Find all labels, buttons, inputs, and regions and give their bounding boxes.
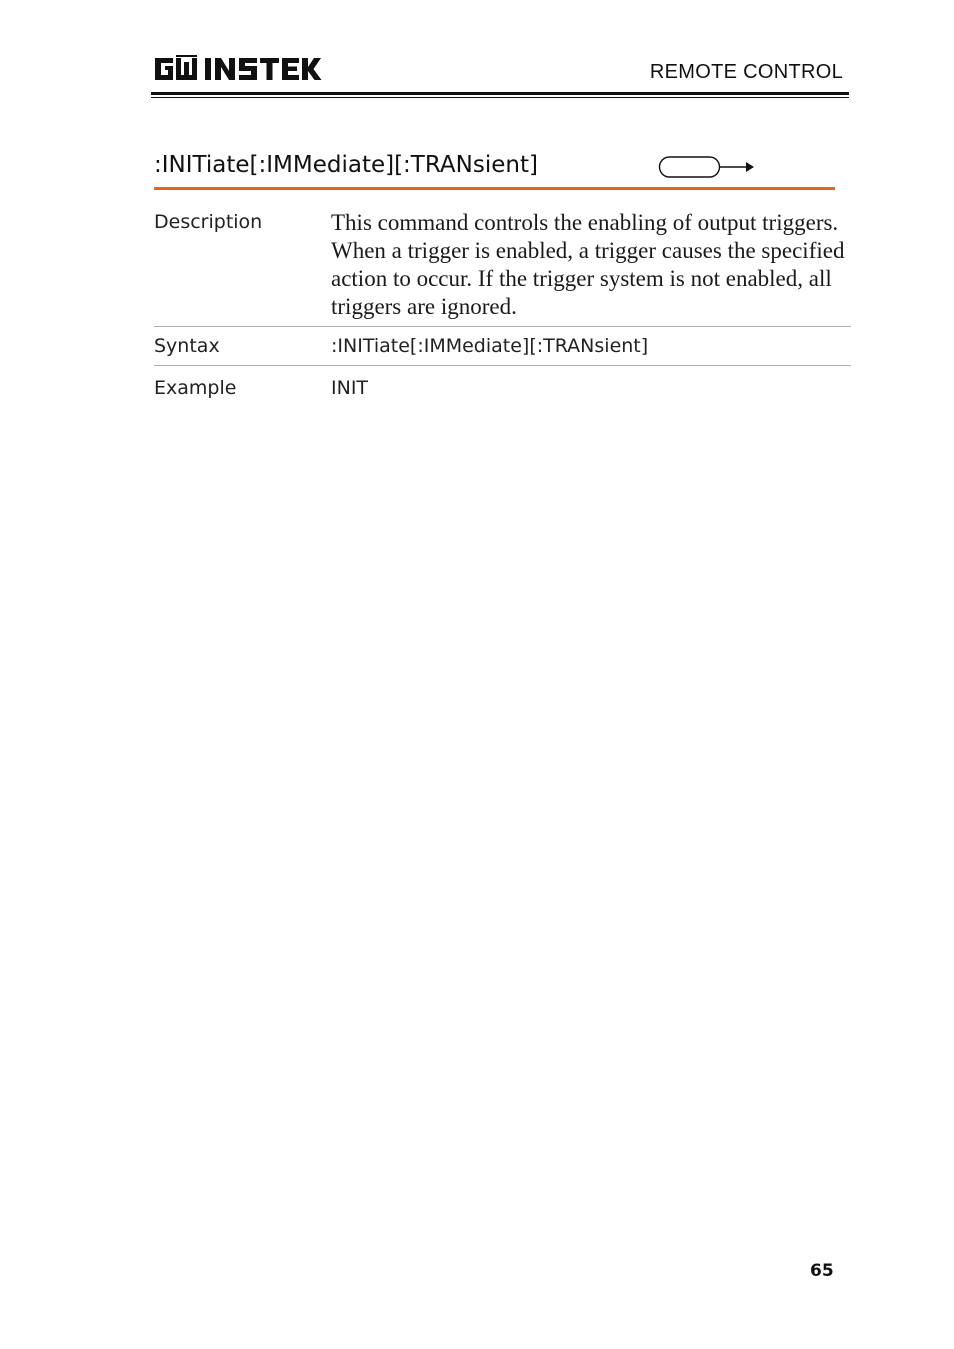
- section-title: REMOTE CONTROL: [649, 61, 843, 83]
- description-label: Description: [154, 211, 263, 233]
- set-command-arrow-icon: [658, 153, 758, 181]
- command-info-table: [154, 202, 851, 410]
- example-row: [154, 366, 851, 410]
- page-header: [151, 50, 849, 98]
- heading-underline: [154, 187, 835, 190]
- gw-instek-logo: [153, 54, 323, 84]
- syntax-label: Syntax: [154, 335, 220, 357]
- description-row: [154, 202, 851, 327]
- example-label: Example: [154, 377, 237, 399]
- page-number: 65: [810, 1261, 834, 1281]
- syntax-text: :INITiate[:IMMediate][:TRANsient]: [331, 335, 649, 357]
- command-title: :INITiate[:IMMediate][:TRANsient]: [154, 152, 538, 178]
- syntax-row: [154, 327, 851, 366]
- description-text: This command controls the enabling of output triggers. When a trigger is enabled, a trigger causes the specified action to occur. If the trigger system is not enabled, all triggers are ignored.: [331, 210, 845, 319]
- header-rule: [151, 92, 849, 95]
- header-rule-thin: [151, 97, 849, 98]
- example-text: INIT: [331, 377, 369, 399]
- command-heading: [154, 150, 835, 192]
